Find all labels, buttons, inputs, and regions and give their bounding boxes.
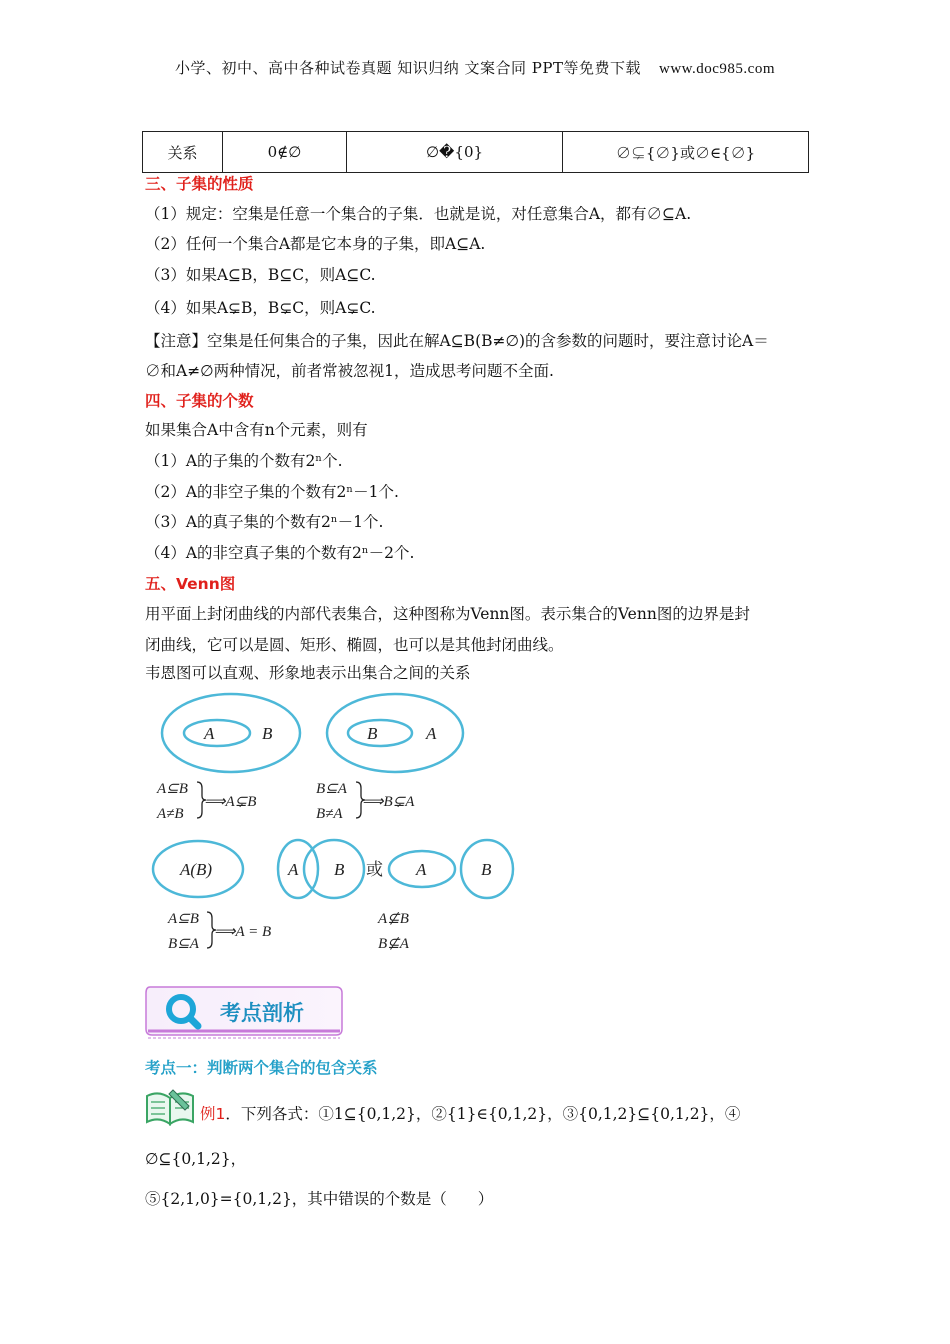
section4-title: 四、子集的个数: [145, 392, 254, 410]
venn-condition: A≠B: [157, 806, 184, 822]
venn-label: B: [481, 860, 492, 879]
venn-condition: B≠A: [316, 806, 343, 822]
list-item: （1）A的子集的个数有2ⁿ个.: [145, 452, 343, 470]
venn-condition: B⊈A: [378, 936, 409, 952]
paragraph: 用平面上封闭曲线的内部代表集合，这种图称为Venn图。表示集合的Venn图的边界是封: [145, 605, 750, 623]
venn-condition: B⊆A: [168, 936, 199, 952]
venn-label: B: [262, 724, 273, 743]
header-text: 小学、初中、高中各种试卷真题 知识归纳 文案合同 PPT等免费下载: [174, 59, 641, 77]
brace: [207, 912, 216, 948]
badge-title: 考点剖析: [220, 1001, 304, 1025]
list-item: （3）如果A⊆B，B⊆C，则A⊆C.: [145, 266, 376, 284]
venn-label: A: [426, 724, 437, 743]
venn-condition: A⊆B: [157, 781, 188, 797]
section5-title: 五、Venn图: [145, 575, 236, 593]
venn-inner-a: [184, 720, 250, 746]
venn-label: B: [367, 724, 378, 743]
venn-condition: A⊈B: [378, 911, 409, 927]
example-line: ∅⊆{0,1,2}，: [145, 1150, 247, 1168]
venn-label: A(B): [180, 860, 213, 879]
venn-label: A: [288, 860, 299, 879]
note-line: 【注意】空集是任何集合的子集，因此在解A⊆B(B≠∅)的含参数的问题时，要注意讨论A＝: [145, 332, 769, 350]
venn-result: ⟹A = B: [214, 924, 272, 940]
venn-label: B: [334, 860, 345, 879]
venn-condition: B⊆A: [316, 781, 347, 797]
example-text: ．下列各式：①1⊆{0,1,2}，②{1}∈{0,1,2}，③{0,1,2}⊆{0,1,2}，④: [225, 1105, 741, 1123]
example-line: [200, 1102, 740, 1124]
relation-table: [142, 131, 809, 173]
venn-diagrams: [0, 685, 950, 975]
example-line: ⑤{2,1,0}={0,1,2}，其中错误的个数是（ ）: [145, 1190, 494, 1208]
or-label: 或: [366, 860, 383, 879]
kaodian-title: 考点一：判断两个集合的包含关系: [145, 1059, 378, 1077]
table-row: [143, 132, 809, 173]
paragraph: 韦恩图可以直观、形象地表示出集合之间的关系: [145, 664, 471, 682]
kaodian-badge: [144, 985, 344, 1047]
brace: [197, 782, 206, 818]
venn-label: A: [204, 724, 215, 743]
list-item: （1）规定：空集是任意一个集合的子集．也就是说，对任意集合A，都有∅⊆A.: [145, 205, 692, 223]
table-cell: ∅⊊{∅}或∅∈{∅}: [563, 132, 809, 173]
section4-intro: 如果集合A中含有n个元素，则有: [145, 421, 368, 439]
table-cell: 0∉∅: [223, 132, 347, 173]
venn-outer-b: [162, 694, 300, 772]
example-label: 例1: [200, 1105, 226, 1123]
list-item: （4）A的非空真子集的个数有2ⁿ－2个.: [145, 544, 415, 562]
brace: [356, 782, 365, 818]
book-icon: [143, 1082, 199, 1128]
header-url[interactable]: www.doc985.com: [658, 61, 775, 77]
page-header: [0, 57, 950, 78]
table-cell: ∅�{0}: [347, 132, 563, 173]
list-item: （4）如果A⊊B，B⊊C，则A⊊C.: [145, 299, 376, 317]
venn-result: ⟹B⊊A: [362, 794, 415, 810]
note-line: ∅和A≠∅两种情况，前者常被忽视1，造成思考问题不全面.: [145, 362, 554, 380]
venn-result: ⟹A⊊B: [204, 794, 257, 810]
venn-condition: A⊆B: [168, 911, 199, 927]
paragraph: 闭曲线，它可以是圆、矩形、椭圆，也可以是其他封闭曲线。: [145, 636, 564, 654]
list-item: （2）A的非空子集的个数有2ⁿ－1个.: [145, 483, 399, 501]
list-item: （2）任何一个集合A都是它本身的子集，即A⊆A.: [145, 235, 486, 253]
venn-label: A: [416, 860, 427, 879]
section3-title: 三、子集的性质: [145, 175, 254, 193]
venn-inner-b: [348, 720, 412, 746]
table-cell: 关系: [143, 132, 223, 173]
list-item: （3）A的真子集的个数有2ⁿ－1个.: [145, 513, 384, 531]
